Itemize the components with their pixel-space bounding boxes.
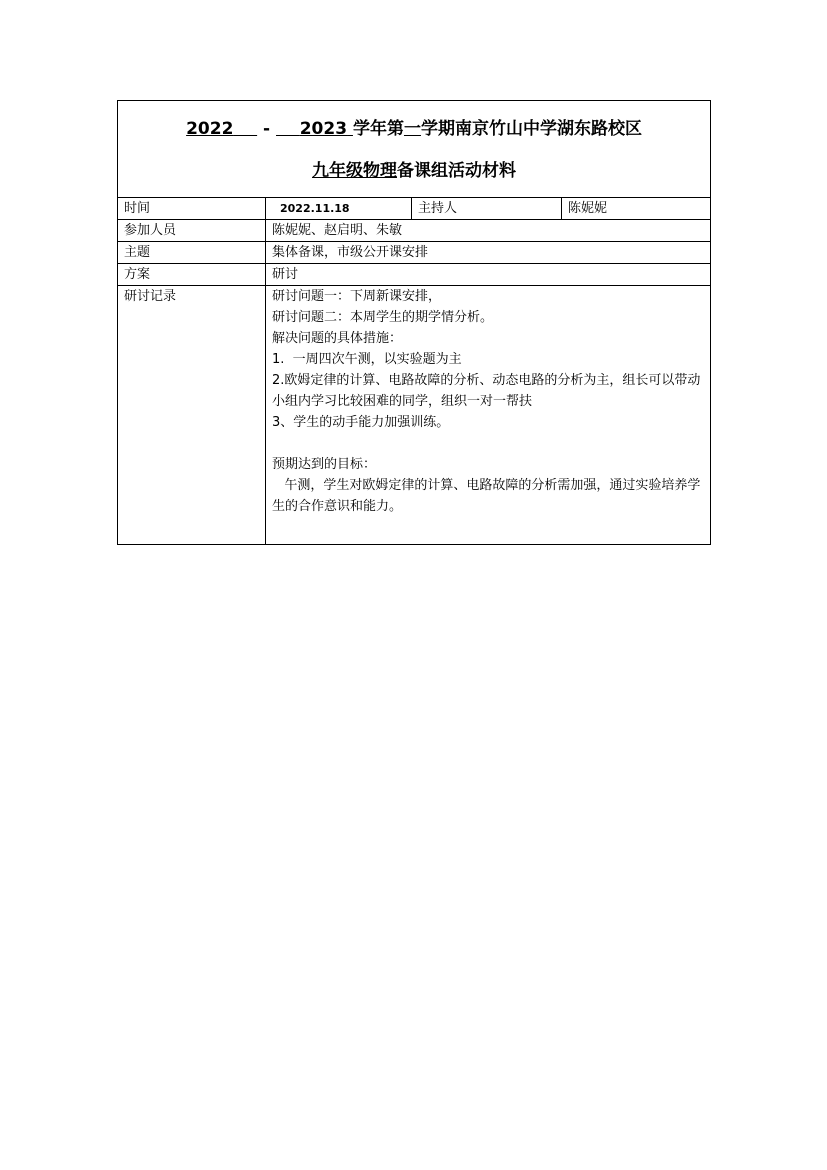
group-prefix: 九年级物理 (312, 161, 398, 181)
term-number: 一 (403, 119, 421, 139)
host-label: 主持人 (412, 198, 562, 220)
record-label: 研讨记录 (118, 286, 266, 545)
plan-value: 研讨 (266, 264, 711, 286)
topic-label: 主题 (118, 242, 266, 264)
activity-record-table (117, 100, 711, 545)
group-suffix: 备课组活动材料 (397, 161, 517, 181)
term-suffix: 学期南京竹山中学湖东路校区 (420, 119, 642, 139)
record-measure-3: 3、学生的动手能力加强训练。 (272, 415, 450, 430)
document-title-cell (118, 101, 711, 198)
year-dash: - (263, 119, 271, 139)
document-title-line-1 (124, 115, 704, 143)
year-suffix: 学年第 (352, 119, 404, 139)
record-goal-heading: 预期达到的目标： (272, 457, 377, 472)
record-content (266, 286, 711, 545)
year-end: 2023 (299, 119, 348, 139)
record-measures-heading: 解决问题的具体措施： (272, 331, 403, 346)
participants-label: 参加人员 (118, 220, 266, 242)
record-goal-text: 午测，学生对欧姆定律的计算、电路故障的分析需加强，通过实验培养学生的合作意识和能力。 (272, 478, 701, 514)
time-label: 时间 (118, 198, 266, 220)
time-value: 2022.11.18 (266, 198, 412, 220)
record-question-2: 研讨问题二：本周学生的期学情分析。 (272, 310, 494, 325)
record-question-1: 研讨问题一：下周新课安排， (272, 289, 442, 304)
record-measure-2: 2.欧姆定律的计算、电路故障的分析、动态电路的分析为主，组长可以带动小组内学习比较困难的同学，组织一对一帮扶 (272, 373, 701, 409)
document-title-line-2 (124, 157, 704, 185)
host-value: 陈妮妮 (562, 198, 711, 220)
participants-value: 陈妮妮、赵启明、朱敏 (266, 220, 711, 242)
plan-label: 方案 (118, 264, 266, 286)
record-measure-1: 1. 一周四次午测，以实验题为主 (272, 352, 462, 367)
year-start: 2022 (186, 119, 234, 139)
topic-value: 集体备课，市级公开课安排 (266, 242, 711, 264)
